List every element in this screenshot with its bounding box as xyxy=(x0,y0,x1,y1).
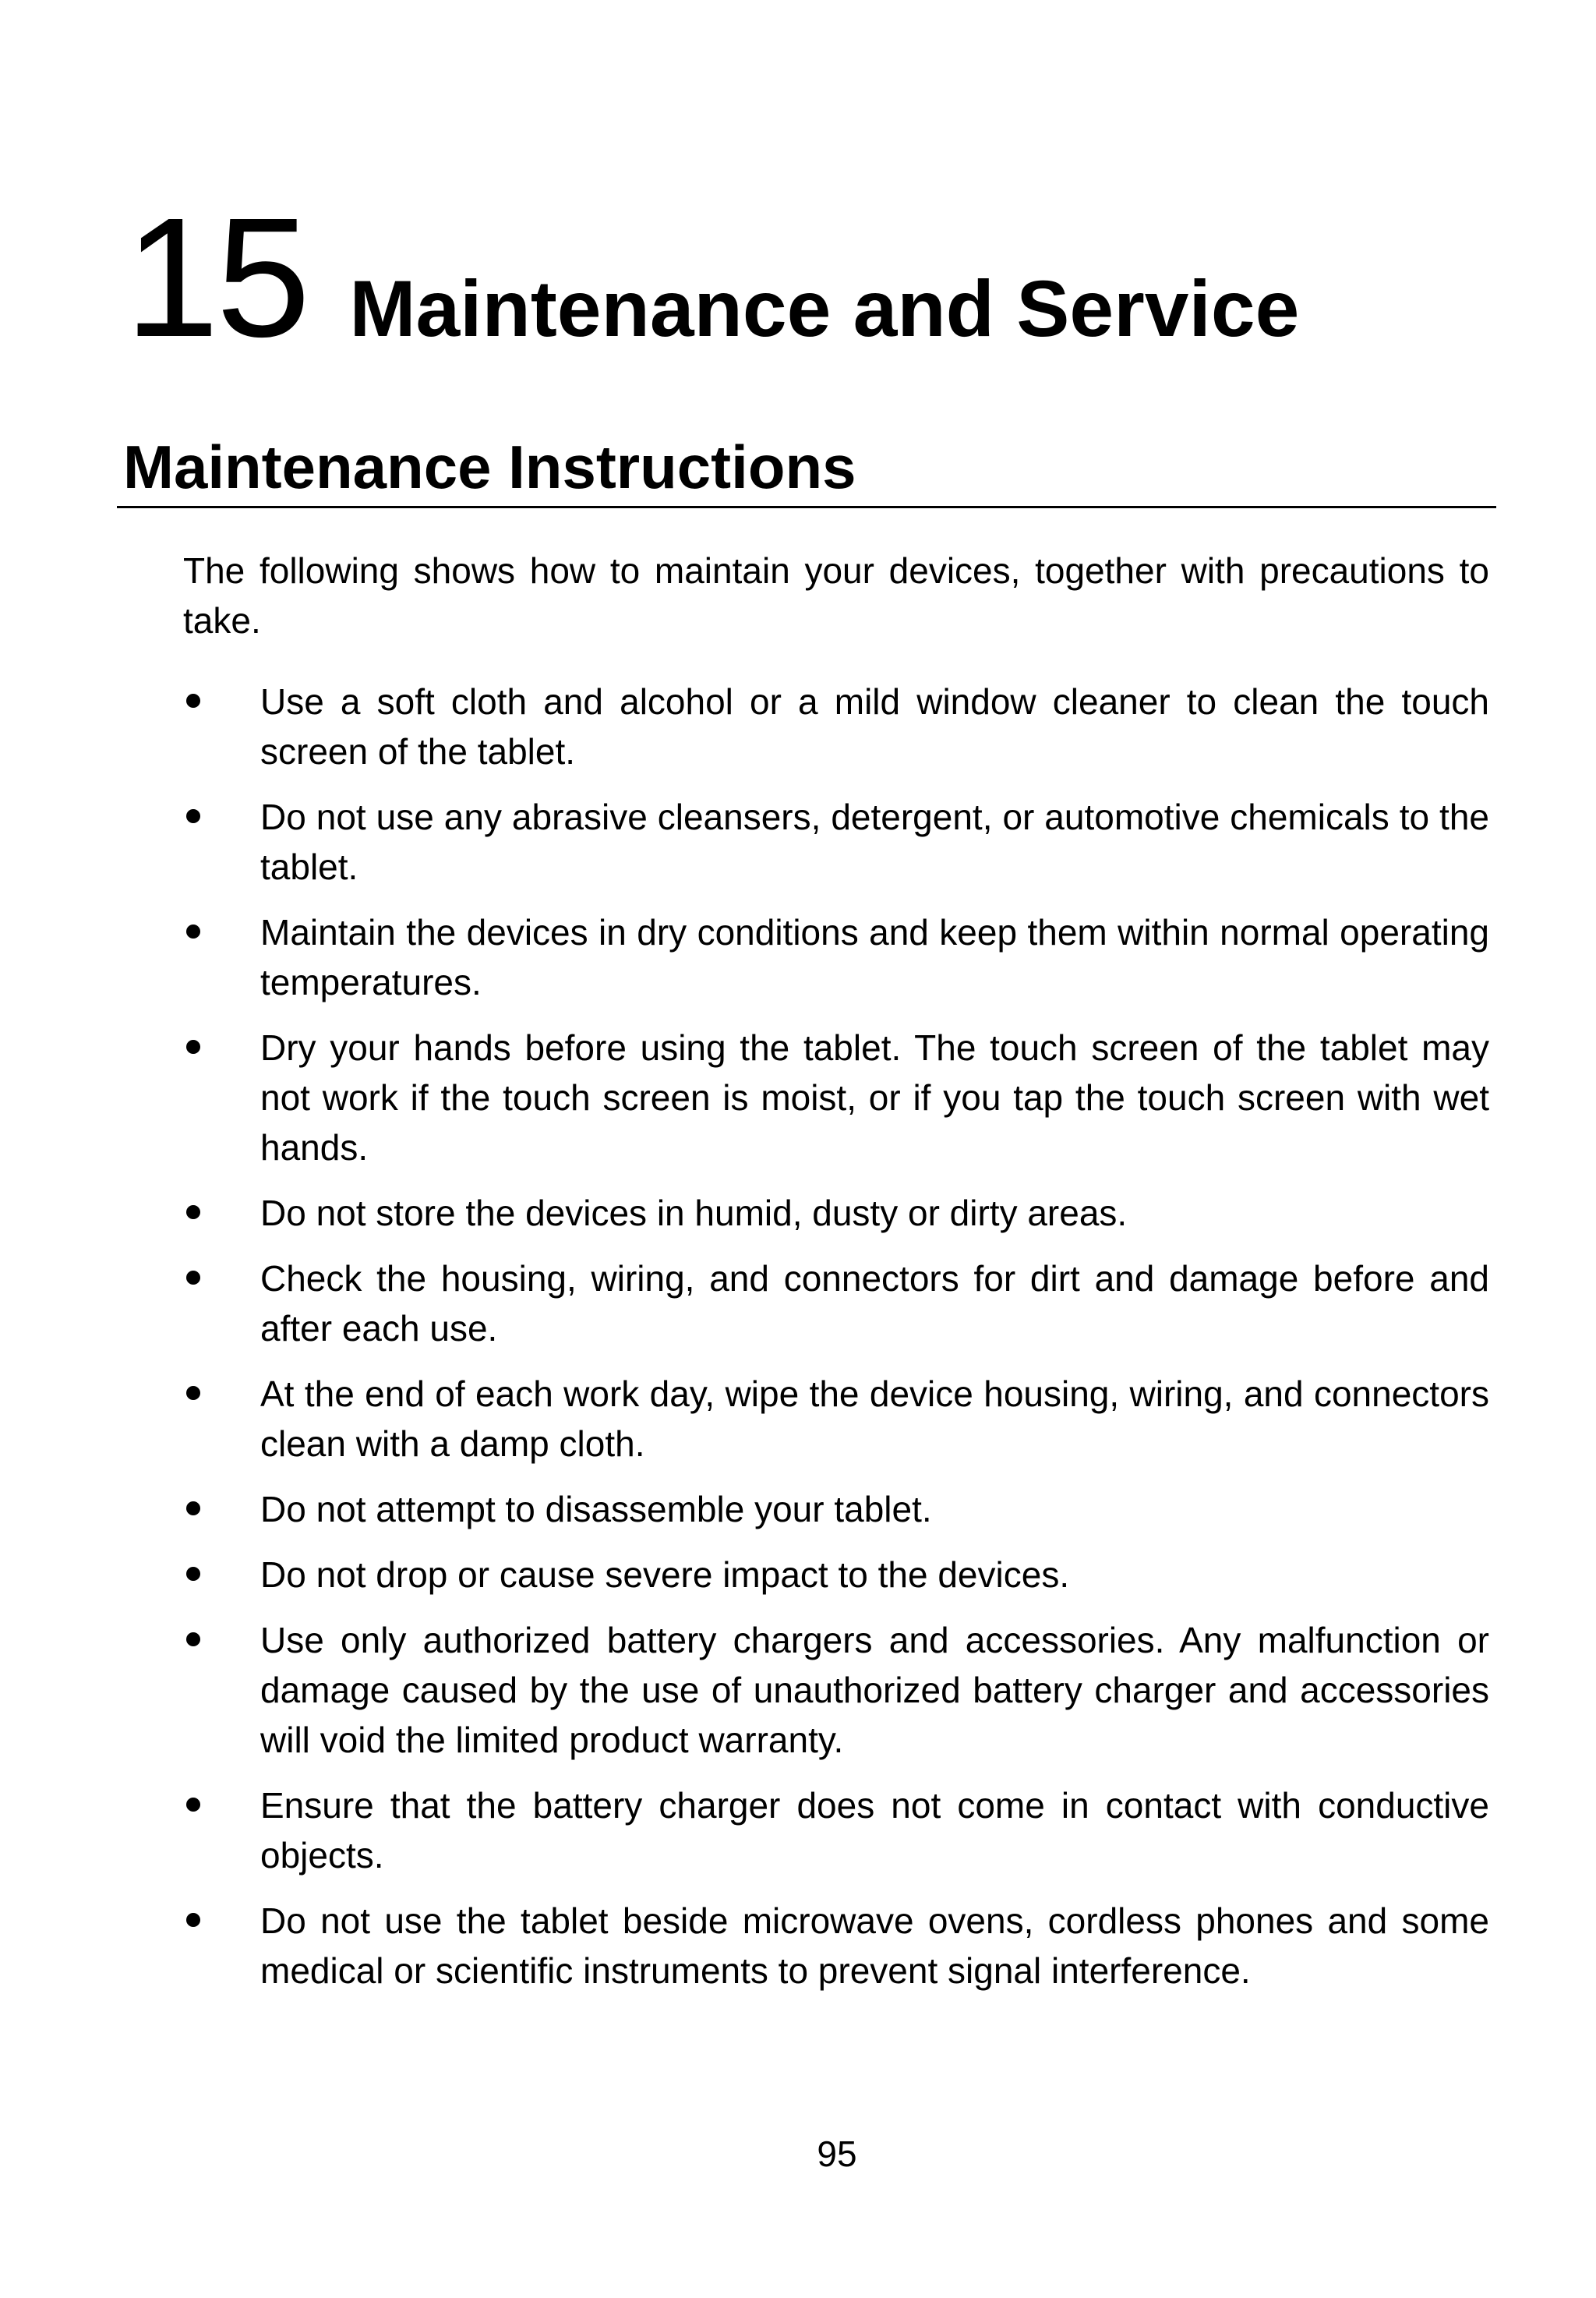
list-item xyxy=(183,792,1489,892)
section-heading: Maintenance Instructions xyxy=(123,433,856,501)
bullet-icon xyxy=(186,1632,200,1646)
list-item xyxy=(183,1896,1489,1996)
bullet-icon xyxy=(186,925,200,939)
list-item xyxy=(183,1253,1489,1353)
maintenance-list xyxy=(183,677,1489,1996)
page-number: 95 xyxy=(817,2134,857,2174)
list-item-text: Use only authorized battery chargers and accessories. Any malfunction or damage caused by the use of unauthorized battery charger and accessories will void the limited product warranty. xyxy=(260,1620,1489,1760)
list-item xyxy=(183,1023,1489,1172)
page-content xyxy=(183,546,1489,2011)
bullet-icon xyxy=(186,694,200,708)
bullet-icon xyxy=(186,1386,200,1400)
list-item xyxy=(183,677,1489,776)
chapter-title: Maintenance and Service xyxy=(349,264,1300,353)
list-item xyxy=(183,1484,1489,1534)
bullet-icon xyxy=(186,1798,200,1812)
bullet-icon xyxy=(186,809,200,823)
list-item xyxy=(183,1550,1489,1600)
bullet-icon xyxy=(186,1271,200,1285)
list-item-text: Maintain the devices in dry conditions and keep them within normal operating temperatures. xyxy=(260,912,1489,1002)
list-item xyxy=(183,1369,1489,1469)
list-item-text: Dry your hands before using the tablet. The touch screen of the tablet may not work if the touch screen is moist, or if you tap the touch screen with wet hands. xyxy=(260,1027,1489,1168)
bullet-icon xyxy=(186,1501,200,1515)
bullet-icon xyxy=(186,1040,200,1054)
list-item-text: Check the housing, wiring, and connectors for dirt and damage before and after each use. xyxy=(260,1258,1489,1349)
list-item-text: Ensure that the battery charger does not come in contact with conductive objects. xyxy=(260,1785,1489,1876)
list-item-text: Do not use any abrasive cleansers, detergent, or automotive chemicals to the tablet. xyxy=(260,797,1489,887)
chapter-heading xyxy=(125,183,1300,373)
bullet-icon xyxy=(186,1913,200,1927)
list-item xyxy=(183,907,1489,1007)
bullet-icon xyxy=(186,1567,200,1581)
list-item xyxy=(183,1780,1489,1880)
intro-paragraph: The following shows how to maintain your devices, together with precautions to take. xyxy=(183,550,1489,641)
chapter-number: 15 xyxy=(125,183,308,373)
list-item-text: Do not store the devices in humid, dusty or dirty areas. xyxy=(260,1193,1128,1233)
list-item xyxy=(183,1615,1489,1765)
list-item-text: At the end of each work day, wipe the device housing, wiring, and connectors clean with a damp cloth. xyxy=(260,1373,1489,1464)
bullet-icon xyxy=(186,1205,200,1219)
list-item-text: Do not attempt to disassemble your tablet. xyxy=(260,1489,932,1529)
list-item-text: Do not use the tablet beside microwave ovens, cordless phones and some medical or scientific instruments to prevent signal interference. xyxy=(260,1900,1489,1991)
section-divider xyxy=(117,506,1496,508)
list-item-text: Do not drop or cause severe impact to the devices. xyxy=(260,1554,1070,1595)
list-item xyxy=(183,1188,1489,1238)
list-item-text: Use a soft cloth and alcohol or a mild window cleaner to clean the touch screen of the tablet. xyxy=(260,681,1489,772)
